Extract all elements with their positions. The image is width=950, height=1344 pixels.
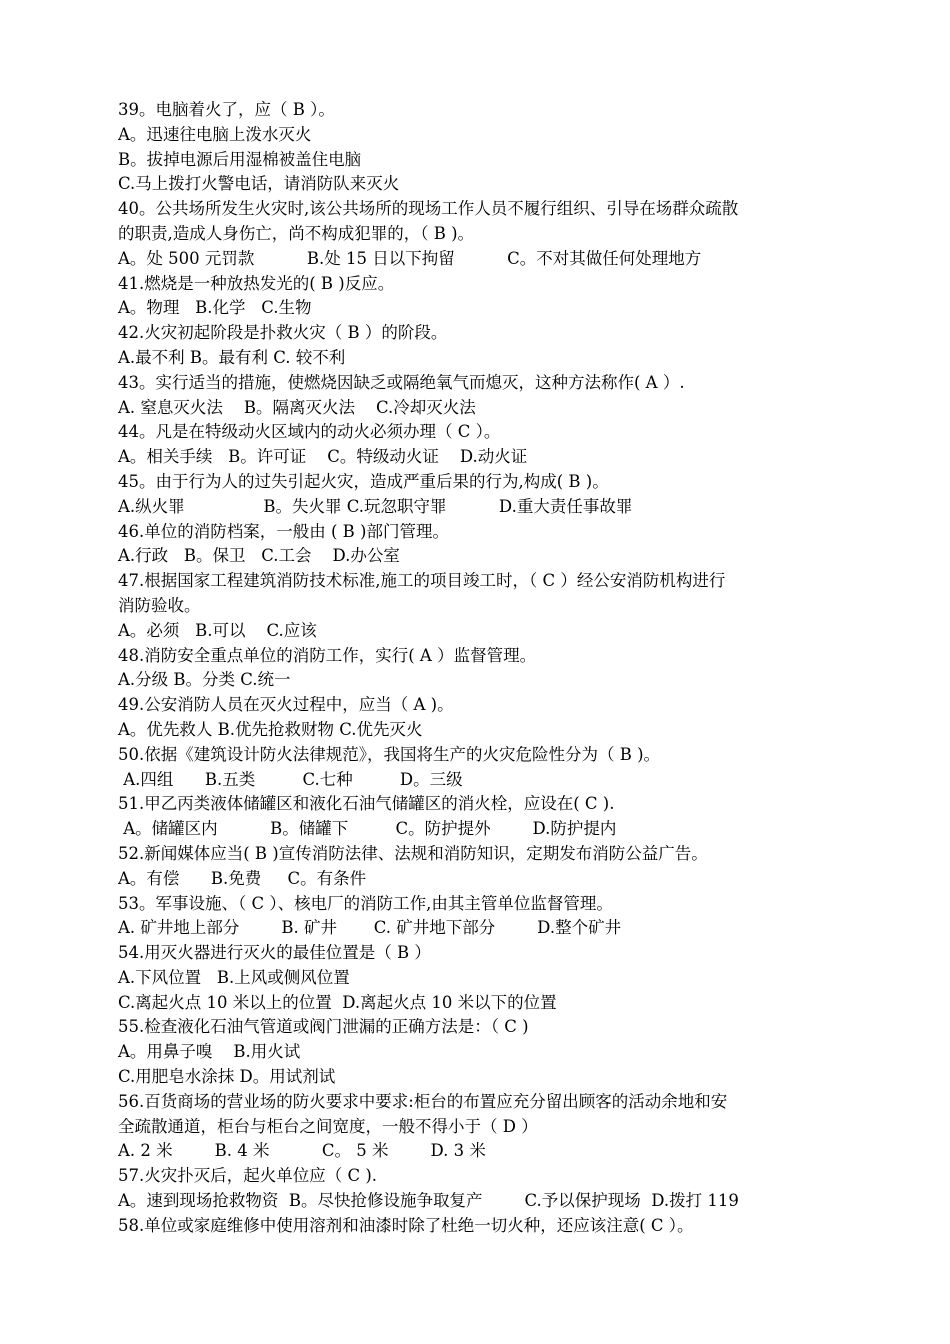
text-line: A。储罐区内 B。储罐下 C。防护提外 D.防护提内 <box>118 819 617 839</box>
text-line: 55.检查液化石油气管道或阀门泄漏的正确方法是：（ C ) <box>118 1017 529 1037</box>
text-line: A。处 500 元罚款 B.处 15 日以下拘留 C。不对其做任何处理地方 <box>118 248 702 268</box>
text-line: 54.用灭火器进行灭火的最佳位置是（ B ） <box>118 943 431 963</box>
text-line: 45。由于行为人的过失引起火灾，造成严重后果的行为,构成( B )。 <box>118 471 609 491</box>
text-line: A。速到现场抢救物资 B。尽快抢修设施争取复产 C.予以保护现场 D.拨打 119 <box>118 1191 739 1211</box>
text-line: 48.消防安全重点单位的消防工作，实行( A ）监督管理。 <box>118 645 537 665</box>
text-line: A。优先救人 B.优先抢救财物 C.优先灭火 <box>118 719 423 739</box>
text-line: A.最不利 B。最有利 C. 较不利 <box>118 347 346 367</box>
text-line: A.纵火罪 B。失火罪 C.玩忽职守罪 D.重大责任事故罪 <box>118 496 633 516</box>
text-line: 56.百货商场的营业场的防火要求中要求:柜台的布置应充分留出顾客的活动余地和安 <box>118 1091 728 1111</box>
text-line: A。有偿 B.免费 C。有条件 <box>118 868 367 888</box>
text-line: A.行政 B。保卫 C.工会 D.办公室 <box>118 546 400 566</box>
text-line: B。拔掉电源后用湿棉被盖住电脑 <box>118 149 362 169</box>
text-line: 58.单位或家庭维修中使用溶剂和油漆时除了杜绝一切火种，还应该注意( C ）。 <box>118 1215 694 1235</box>
text-line: C.用肥皂水涂抹 D。用试剂试 <box>118 1067 336 1087</box>
text-line: A。用鼻子嗅 B.用火试 <box>118 1042 301 1062</box>
text-line: A. 窒息灭火法 B。隔离灭火法 C.冷却灭火法 <box>118 397 476 417</box>
document-body <box>118 98 833 1239</box>
text-line: 42.火灾初起阶段是扑救火灾（ B ）的阶段。 <box>118 323 448 343</box>
text-line: 43。实行适当的措施，使燃烧因缺乏或隔绝氧气而熄灭，这种方法称作( A ）. <box>118 372 685 392</box>
text-line: A.下风位置 B.上风或侧风位置 <box>118 967 350 987</box>
text-line: A。相关手续 B。许可证 C。特级动火证 D.动火证 <box>118 447 528 467</box>
text-line: 53。军事设施、（ C ）、核电厂的消防工作,由其主管单位监督管理。 <box>118 893 613 913</box>
text-line: 40。公共场所发生火灾时,该公共场所的现场工作人员不履行组织、引导在场群众疏散 <box>118 199 739 219</box>
text-line: 46.单位的消防档案，一般由 ( B )部门管理。 <box>118 521 449 541</box>
text-line: 47.根据国家工程建筑消防技术标准,施工的项目竣工时，（ C ）经公安消防机构进行 <box>118 571 726 591</box>
text-line: A.分级 B。分类 C.统一 <box>118 670 291 690</box>
text-line: 39。电脑着火了，应（ B ）。 <box>118 100 335 119</box>
text-line: 的职责,造成人身伤亡，尚不构成犯罪的，（ B )。 <box>118 223 475 243</box>
text-line: A. 2 米 B. 4 米 C。 5 米 D. 3 米 <box>118 1141 486 1161</box>
text-line: 52.新闻媒体应当( B )宣传消防法律、法规和消防知识，定期发布消防公益广告。 <box>118 843 708 863</box>
text-line: A。迅速往电脑上泼水灭火 <box>118 124 312 144</box>
text-line: 51.甲乙丙类液体储罐区和液化石油气储罐区的消火栓，应设在( C ). <box>118 794 615 814</box>
text-line: 消防验收。 <box>118 595 201 615</box>
text-line: 41.燃烧是一种放热发光的( B )反应。 <box>118 273 395 293</box>
text-line: C.马上拨打火警电话，请消防队来灭火 <box>118 174 400 194</box>
text-line: 44。凡是在特级动火区域内的动火必须办理（ C ）。 <box>118 422 501 442</box>
text-line: 49.公安消防人员在灭火过程中，应当（ A )。 <box>118 695 454 715</box>
text-line: A.四组 B.五类 C.七种 D。三级 <box>118 769 463 789</box>
text-line: 全疏散通道，柜台与柜台之间宽度，一般不得小于（ D ） <box>118 1116 538 1136</box>
text-line: A。必须 B.可以 C.应该 <box>118 620 317 640</box>
text-line: 57.火灾扑灭后，起火单位应（ C ). <box>118 1166 378 1186</box>
text-line: C.离起火点 10 米以上的位置 D.离起火点 10 米以下的位置 <box>118 992 557 1012</box>
text-line: 50.依据《建筑设计防火法律规范》，我国将生产的火灾危险性分为（ B )。 <box>118 744 661 764</box>
text-line: A. 矿井地上部分 B. 矿井 C. 矿井地下部分 D.整个矿井 <box>118 918 622 938</box>
text-line: A。物理 B.化学 C.生物 <box>118 298 312 318</box>
